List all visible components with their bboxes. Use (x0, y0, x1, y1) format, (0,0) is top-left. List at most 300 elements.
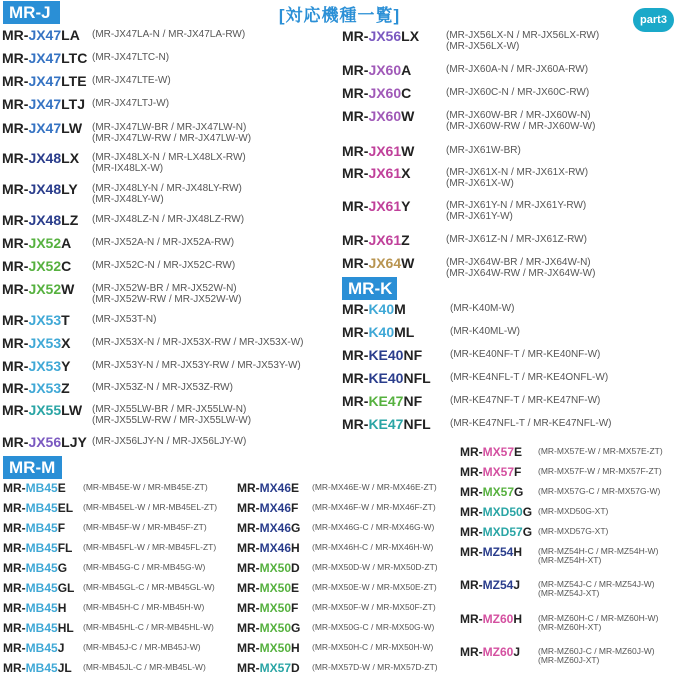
model-prefix: MR- (342, 108, 369, 124)
model-variants (446, 255, 595, 279)
model-variants (92, 181, 242, 205)
variant-line: (MR-MZ60H-XT) (538, 621, 602, 632)
model-variants (83, 621, 214, 632)
model-name (460, 645, 520, 659)
model-entry (3, 501, 218, 519)
model-series: JX61 (368, 165, 402, 181)
model-suffix: LY (61, 181, 78, 197)
model-variants (312, 481, 437, 492)
variant-line: (MR-JX60C-N / MR-JX60C-RW) (446, 87, 590, 98)
model-suffix: LZ (61, 212, 79, 228)
variant-line: (MR-JX48LY-W) (92, 193, 164, 205)
model-series: MX46 (259, 521, 292, 535)
variant-line: (MR-MX50D-W / MR-MX50D-ZT) (312, 562, 438, 572)
model-name (2, 235, 71, 251)
model-name (237, 481, 299, 495)
model-variants (538, 578, 655, 598)
model-series: JX61 (368, 198, 402, 214)
model-series: KE40 (368, 370, 404, 386)
model-entry (2, 434, 247, 452)
model-suffix: LTJ (61, 96, 85, 112)
model-prefix: MR- (342, 62, 369, 78)
model-variants (312, 561, 438, 572)
model-entry (237, 621, 435, 639)
variant-line: (MR-JX61Z-N / MR-JX61Z-RW) (446, 234, 587, 245)
model-entry (460, 578, 655, 598)
model-series: KE40 (368, 347, 404, 363)
model-prefix: MR- (342, 324, 369, 340)
variant-line: (MR-MX46H-C / MR-MX46H-W) (312, 542, 434, 552)
model-prefix: MR- (3, 481, 26, 495)
model-name (460, 545, 522, 559)
model-suffix: G (291, 621, 301, 635)
model-entry (237, 501, 436, 519)
model-prefix: MR- (2, 120, 29, 136)
model-series: JX47 (28, 120, 62, 136)
model-series: MB45 (25, 641, 58, 655)
variant-line: (MR-MX57G-C / MR-MX57G-W) (538, 486, 661, 496)
model-name (460, 465, 521, 479)
model-entry (460, 545, 659, 565)
model-series: K40 (368, 301, 395, 317)
model-prefix: MR- (2, 312, 29, 328)
part-badge: part3 (633, 8, 674, 32)
model-suffix: Z (61, 380, 70, 396)
section-header-mr-m: MR-M (3, 456, 62, 479)
model-suffix: HL (57, 621, 74, 635)
model-entry (2, 50, 170, 68)
model-name (2, 50, 87, 66)
model-entry (460, 525, 609, 543)
variant-line: (MR-JX61X-W) (446, 177, 514, 189)
model-suffix: G (522, 505, 533, 519)
model-prefix: MR- (237, 481, 260, 495)
model-variants (450, 370, 608, 384)
variant-line: (MR-JX47LW-RW / MR-JX47LW-W) (92, 132, 252, 144)
model-suffix: J (57, 641, 65, 655)
model-name (3, 621, 74, 635)
model-series: MZ60 (482, 612, 514, 626)
model-series: MZ54 (482, 545, 514, 559)
model-suffix: LX (61, 150, 80, 166)
model-suffix: G (522, 525, 533, 539)
variant-line: (MR-IX48LX-W) (92, 162, 164, 174)
model-entry (342, 393, 601, 411)
model-series: MX46 (259, 541, 292, 555)
model-prefix: MR- (342, 255, 369, 271)
model-suffix: NF (403, 393, 423, 409)
model-entry (237, 661, 438, 679)
model-series: JX48 (28, 181, 62, 197)
model-suffix: W (401, 108, 415, 124)
variant-line: (MR-K40M-W) (450, 303, 515, 314)
model-variants (312, 581, 437, 592)
variant-line: (MR-JX52A-N / MR-JX52A-RW) (92, 237, 235, 248)
model-name (3, 661, 72, 675)
model-prefix: MR- (2, 150, 29, 166)
model-name (460, 525, 532, 539)
model-suffix: GL (57, 581, 75, 595)
model-name (342, 143, 414, 159)
model-suffix: E (291, 581, 300, 595)
model-entry (3, 661, 206, 679)
model-prefix: MR- (460, 445, 483, 459)
model-series: MB45 (25, 621, 58, 635)
model-prefix: MR- (460, 465, 483, 479)
model-prefix: MR- (2, 50, 29, 66)
variant-line: (MR-KE4NFL-T / MR-KE4ONFL-W) (450, 372, 609, 383)
model-suffix: G (291, 521, 301, 535)
model-variants (312, 641, 433, 652)
model-prefix: MR- (342, 370, 369, 386)
model-suffix: LW (61, 120, 83, 136)
model-name (2, 150, 79, 166)
model-name (342, 198, 410, 214)
model-suffix: D (291, 661, 300, 675)
model-series: JX60 (368, 62, 402, 78)
model-series: JX53 (28, 335, 62, 351)
model-suffix: NFL (403, 370, 431, 386)
model-prefix: MR- (2, 73, 29, 89)
model-series: MB45 (25, 661, 58, 675)
model-entry (342, 198, 587, 222)
variant-line: (MR-JX61Y-N / MR-JX61Y-RW) (446, 200, 587, 211)
model-prefix: MR- (3, 641, 26, 655)
model-prefix: MR- (342, 28, 369, 44)
model-name (237, 621, 300, 635)
model-variants (312, 621, 434, 632)
model-name (342, 393, 422, 409)
model-prefix: MR- (460, 485, 483, 499)
model-entry (237, 641, 434, 659)
variant-line: (MR-KE47NF-T / MR-KE47NF-W) (450, 395, 601, 406)
model-entry (2, 27, 246, 45)
model-name (3, 641, 64, 655)
model-entry (3, 541, 217, 559)
variant-line: (MR-MZ54J-XT) (538, 587, 600, 598)
model-variants (450, 347, 600, 361)
model-name (2, 73, 87, 89)
model-entry (2, 402, 252, 426)
model-suffix: LW (61, 402, 83, 418)
model-series: JX47 (28, 27, 62, 43)
model-variants (538, 465, 662, 476)
model-series: KE47 (368, 393, 404, 409)
model-series: MB45 (25, 601, 58, 615)
model-suffix: ML (394, 324, 415, 340)
variant-line: (MR-MB45G-C / MR-MB45G-W) (83, 562, 206, 572)
model-variants (446, 28, 599, 52)
model-series: KE47 (368, 416, 404, 432)
model-name (237, 561, 300, 575)
model-variants (538, 445, 663, 456)
variant-line: (MR-MB45F-W / MR-MB45F-ZT) (83, 522, 207, 532)
variant-line: (MR-JX61X-N / MR-JX61X-RW) (446, 167, 589, 178)
variant-line: (MR-MX46F-W / MR-MX46F-ZT) (312, 502, 436, 512)
model-entry (3, 481, 208, 499)
model-variants (83, 641, 201, 652)
model-prefix: MR- (342, 165, 369, 181)
variant-line: (MR-JX53Z-N / MR-JX53Z-RW) (92, 382, 233, 393)
model-entry (2, 212, 245, 230)
variant-line: (MR-JX55LW-BR / MR-JX55LW-N) (92, 404, 247, 415)
model-variants (446, 232, 587, 246)
model-series: MB45 (25, 581, 58, 595)
model-suffix: J (513, 645, 521, 659)
variant-line: (MR-JX55LW-RW / MR-JX55LW-W) (92, 414, 252, 426)
model-prefix: MR- (460, 505, 483, 519)
model-suffix: W (401, 255, 415, 271)
model-series: JX47 (28, 96, 62, 112)
model-entry (342, 165, 589, 189)
model-entry (460, 465, 662, 483)
model-prefix: MR- (460, 645, 483, 659)
variant-line: (MR-KE40NF-T / MR-KE40NF-W) (450, 349, 601, 360)
model-name (342, 416, 431, 432)
model-suffix: Z (401, 232, 410, 248)
model-name (3, 501, 73, 515)
model-series: K40 (368, 324, 395, 340)
model-variants (538, 612, 658, 632)
model-suffix: G (57, 561, 68, 575)
model-suffix: D (291, 561, 300, 575)
model-name (460, 612, 522, 626)
model-series: MX46 (259, 501, 292, 515)
model-suffix: H (291, 541, 300, 555)
model-variants (83, 541, 216, 552)
model-variants (538, 645, 655, 665)
model-suffix: M (394, 301, 406, 317)
model-name (3, 581, 74, 595)
model-variants (92, 150, 246, 174)
section-header-mr-j: MR-J (3, 1, 60, 24)
model-name (342, 85, 411, 101)
model-prefix: MR- (2, 434, 29, 450)
model-name (237, 501, 298, 515)
model-entry (460, 485, 661, 503)
model-variants (83, 521, 207, 532)
model-series: MX57 (482, 485, 515, 499)
model-entry (342, 301, 515, 319)
model-prefix: MR- (342, 85, 369, 101)
variant-line: (MR-JX64W-BR / MR-JX64W-N) (446, 257, 591, 268)
model-variants (92, 258, 235, 272)
model-prefix: MR- (2, 96, 29, 112)
model-prefix: MR- (342, 393, 369, 409)
model-entry (2, 312, 157, 330)
model-variants (446, 108, 595, 132)
model-variants (83, 661, 206, 672)
model-suffix: H (291, 641, 300, 655)
variant-line: (MR-JX53T-N) (92, 314, 157, 325)
model-series: JX48 (28, 150, 62, 166)
model-variants (312, 501, 436, 512)
model-name (2, 434, 87, 450)
model-entry (460, 445, 663, 463)
variant-line: (MR-MX46E-W / MR-MX46E-ZT) (312, 482, 437, 492)
model-prefix: MR- (460, 612, 483, 626)
model-name (2, 212, 78, 228)
model-entry (3, 641, 201, 659)
model-prefix: MR- (2, 212, 29, 228)
variant-line: (MR-JX56LJY-N / MR-JX56LJY-W) (92, 436, 247, 447)
model-prefix: MR- (460, 525, 483, 539)
model-prefix: MR- (237, 641, 260, 655)
variant-line: (MR-MB45J-C / MR-MB45J-W) (83, 642, 201, 652)
model-name (2, 358, 70, 374)
model-suffix: X (401, 165, 411, 181)
model-name (2, 258, 71, 274)
model-suffix: Y (61, 358, 71, 374)
model-entry (342, 108, 596, 132)
model-prefix: MR- (237, 581, 260, 595)
model-variants (446, 165, 588, 189)
model-variants (92, 312, 156, 326)
model-series: MZ54 (482, 578, 514, 592)
model-suffix: W (401, 143, 415, 159)
model-series: MX46 (259, 481, 292, 495)
model-series: JX61 (368, 232, 402, 248)
model-prefix: MR- (237, 601, 260, 615)
model-series: MX57 (482, 465, 515, 479)
model-name (3, 601, 66, 615)
variant-line: (MR-MB45FL-W / MR-MB45FL-ZT) (83, 542, 217, 552)
variant-line: (MR-MX50H-C / MR-MX50H-W) (312, 642, 434, 652)
variant-line: (MR-JX48LY-N / MR-JX48LY-RW) (92, 183, 242, 194)
variant-line: (MR-JX64W-RW / MR-JX64W-W) (446, 267, 596, 279)
model-variants (92, 73, 171, 87)
model-series: MZ60 (482, 645, 514, 659)
model-name (2, 380, 70, 396)
model-variants (83, 501, 217, 512)
model-series: JX53 (28, 312, 62, 328)
model-prefix: MR- (2, 181, 29, 197)
model-entry (460, 645, 655, 665)
model-series: MX50 (259, 621, 292, 635)
model-suffix: F (514, 465, 522, 479)
model-prefix: MR- (2, 335, 29, 351)
model-entry (342, 370, 609, 388)
model-suffix: LX (401, 28, 420, 44)
model-name (460, 578, 520, 592)
model-variants (450, 324, 520, 338)
variant-line: (MR-JX47LTC-N) (92, 52, 170, 63)
model-entry (237, 581, 437, 599)
variant-line: (MR-MZ60J-XT) (538, 654, 600, 665)
variant-line: (MR-JX52C-N / MR-JX52C-RW) (92, 260, 236, 271)
model-prefix: MR- (237, 561, 260, 575)
model-suffix: J (513, 578, 521, 592)
model-series: MX57 (482, 445, 515, 459)
model-name (237, 581, 299, 595)
model-name (460, 445, 522, 459)
variant-line: (MR-MX50F-W / MR-MX50F-ZT) (312, 602, 436, 612)
model-variants (83, 581, 215, 592)
model-variants (446, 85, 589, 99)
model-series: JX52 (28, 258, 62, 274)
model-series: JX52 (28, 281, 62, 297)
model-entry (2, 181, 242, 205)
model-entry (460, 612, 659, 632)
model-series: MX50 (259, 581, 292, 595)
model-name (342, 28, 419, 44)
model-prefix: MR- (342, 232, 369, 248)
model-entry (2, 380, 233, 398)
variant-line: (MR-JX47LW-BR / MR-JX47LW-N) (92, 122, 247, 133)
model-series: MB45 (25, 481, 58, 495)
model-name (342, 347, 422, 363)
model-name (3, 541, 72, 555)
model-entry (342, 28, 600, 52)
model-variants (83, 561, 205, 572)
model-entry (237, 601, 436, 619)
model-prefix: MR- (237, 521, 260, 535)
model-name (237, 661, 300, 675)
model-suffix: F (57, 521, 66, 535)
variant-line: (MR-MZ54J-C / MR-MZ54J-W) (538, 579, 655, 589)
model-suffix: E (514, 445, 523, 459)
model-series: MX50 (259, 561, 292, 575)
model-name (342, 370, 431, 386)
model-suffix: E (291, 481, 300, 495)
model-suffix: JL (57, 661, 72, 675)
model-suffix: EL (57, 501, 74, 515)
variant-line: (MR-JX61Y-W) (446, 210, 513, 222)
model-variants (92, 27, 245, 41)
model-suffix: C (401, 85, 412, 101)
model-series: JX55 (28, 402, 62, 418)
model-entry (342, 416, 612, 434)
variant-line: (MR-JX56LX-W) (446, 40, 520, 52)
model-name (3, 561, 67, 575)
variant-line: (MR-JX60W-BR / MR-JX60W-N) (446, 110, 591, 121)
model-entry (2, 150, 246, 174)
variant-line: (MR-MZ54H-C / MR-MZ54H-W) (538, 546, 659, 556)
variant-line: (MR-JX48LX-N / MR-LX48LX-RW) (92, 152, 246, 163)
model-suffix: H (513, 612, 523, 626)
model-prefix: MR- (2, 27, 29, 43)
variant-line: (MR-MB45EL-W / MR-MB45EL-ZT) (83, 502, 218, 512)
variant-line: (MR-MX57D-W / MR-MX57D-ZT) (312, 662, 438, 672)
model-prefix: MR- (3, 661, 26, 675)
model-suffix: G (514, 485, 524, 499)
model-entry (3, 621, 214, 639)
variant-line: (MR-MX46G-C / MR-MX46G-W) (312, 522, 435, 532)
model-prefix: MR- (2, 235, 29, 251)
model-series: MX57 (259, 661, 292, 675)
variant-line: (MR-MB45JL-C / MR-MB45L-W) (83, 662, 206, 672)
model-suffix: NF (403, 347, 423, 363)
model-variants (538, 485, 660, 496)
model-suffix: E (57, 481, 66, 495)
model-entry (342, 85, 590, 103)
model-series: MB45 (25, 541, 58, 555)
model-variants (446, 198, 586, 222)
model-name (237, 521, 300, 535)
model-entry (342, 62, 589, 80)
model-prefix: MR- (2, 358, 29, 374)
model-variants (92, 96, 169, 110)
model-suffix: C (61, 258, 72, 274)
model-suffix: F (291, 601, 299, 615)
model-entry (342, 143, 521, 161)
model-variants (538, 525, 608, 536)
model-prefix: MR- (342, 143, 369, 159)
model-variants (538, 505, 608, 516)
model-prefix: MR- (3, 621, 26, 635)
model-entry (342, 347, 601, 365)
model-suffix: X (61, 335, 71, 351)
